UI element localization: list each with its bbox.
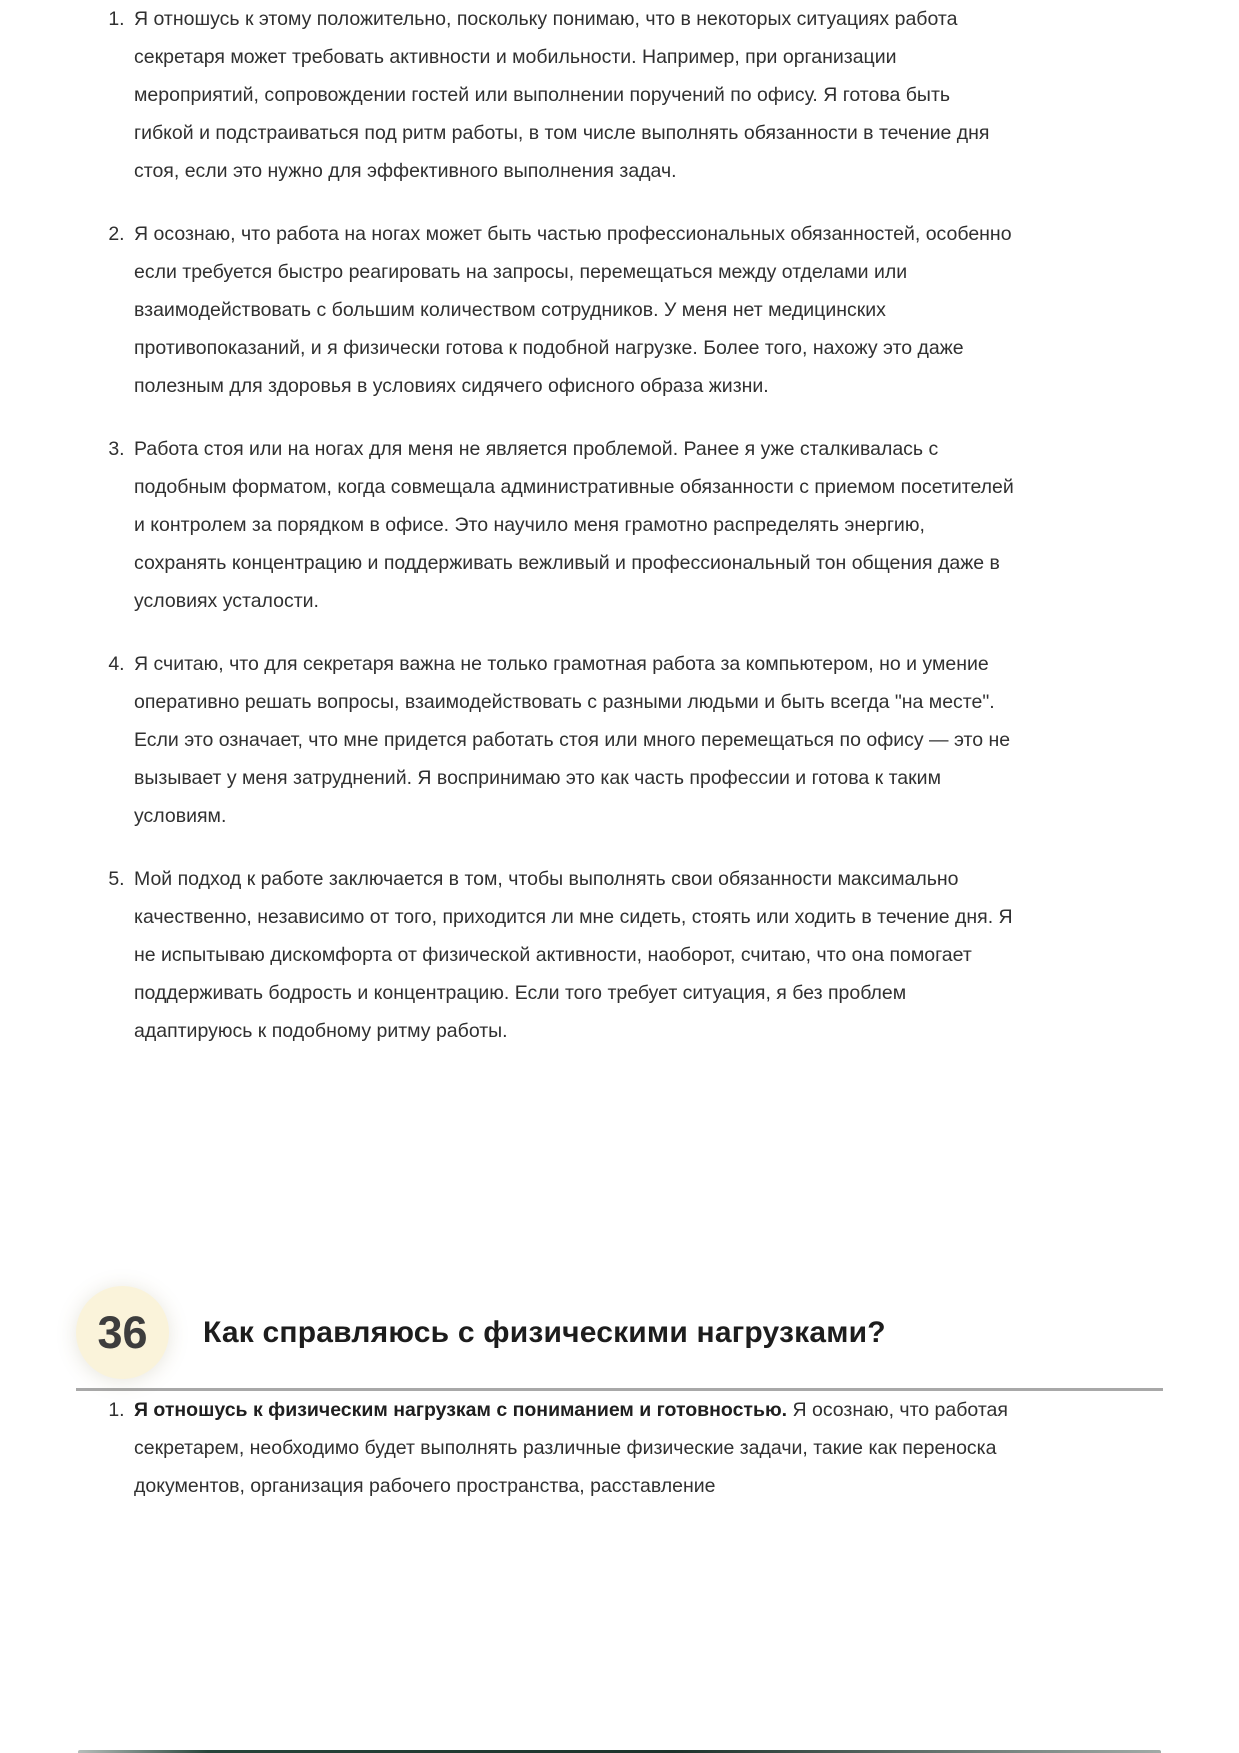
section-title: Как справляюсь с физическими нагрузками? — [203, 1315, 886, 1349]
list-item — [130, 0, 1015, 190]
answer-text: Я считаю, что для секретаря важна не только грамотная работа за компьютером, но и умение оперативно решать вопросы, взаимодействовать с разными людьми и быть всегда "на месте". Если это означает, что мне придется работать стоя или много перемещаться по офису — это не вызывает у меня затруднений. Я воспринимаю это как часть профессии и готова к таким условиям. — [134, 653, 1011, 827]
answers-list-top — [76, 0, 1163, 1050]
answer-text: Мой подход к работе заключается в том, чтобы выполнять свои обязанности максимально качественно, независимо от того, приходится ли мне сидеть, стоять или ходить в течение дня. Я не испытываю дискомфорта от физической активности, наоборот, считаю, что она помогает поддерживать бодрость и концентрацию. Если того требует ситуация, я без проблем адаптируюсь к подобному ритму работы. — [134, 868, 1013, 1042]
answer-text: Я отношусь к этому положительно, поскольку понимаю, что в некоторых ситуациях работа секретаря может требовать активности и мобильности. Например, при организации мероприятий, сопровождении гостей или выполнении поручений по офису. Я готова быть гибкой и подстраиваться под ритм работы, в том числе выполнять обязанности в течение дня стоя, если это нужно для эффективного выполнения задач. — [134, 8, 990, 182]
question-section-header — [76, 1286, 1163, 1379]
list-item — [130, 215, 1015, 405]
list-item — [130, 645, 1015, 835]
answer-bold-intro: Я отношусь к физическим нагрузкам с пониманием и готовностью. — [134, 1399, 788, 1421]
question-number-badge: 36 — [76, 1286, 169, 1379]
list-item — [130, 860, 1015, 1050]
list-item — [130, 430, 1015, 620]
answers-list-bottom — [76, 1391, 1163, 1505]
answer-text: Работа стоя или на ногах для меня не является проблемой. Ранее я уже сталкивалась с подобным форматом, когда совмещала административные обязанности с приемом посетителей и контролем за порядком в офисе. Это научило меня грамотно распределять энергию, сохранять концентрацию и поддерживать вежливый и профессиональный тон общения даже в условиях усталости. — [134, 438, 1014, 612]
list-item — [130, 1391, 1015, 1505]
answer-text: Я осознаю, что работая секретарем, необходимо будет выполнять различные физические задачи, такие как переноска документов, организация рабочего пространства, расставление — [134, 1399, 1008, 1497]
answer-text: Я осознаю, что работа на ногах может быть частью профессиональных обязанностей, особенно если требуется быстро реагировать на запросы, перемещаться между отделами или взаимодействовать с большим количеством сотрудников. У меня нет медицинских противопоказаний, и я физически готова к подобной нагрузке. Более того, нахожу это даже полезным для здоровья в условиях сидячего офисного образа жизни. — [134, 223, 1012, 397]
